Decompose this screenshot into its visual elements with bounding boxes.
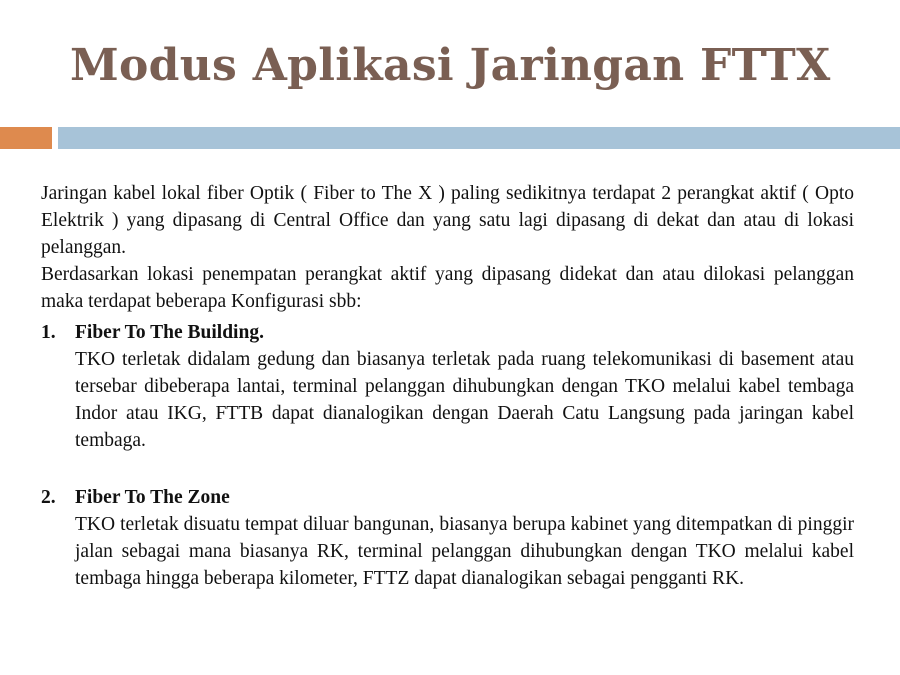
list-item-title: Fiber To The Building. bbox=[75, 322, 264, 343]
slide-content bbox=[41, 180, 854, 592]
intro-paragraph: Berdasarkan lokasi penempatan perangkat aktif yang dipasang didekat dan atau dilokasi pelanggan maka terdapat beberapa Konfigurasi sbb: bbox=[41, 264, 854, 312]
list-item-body: TKO terletak didalam gedung dan biasanya terletak pada ruang telekomunikasi di basement atau tersebar dibeberapa lantai, terminal pelanggan dihubungkan dengan TKO melalui kabel tembaga Indor atau IKG, FTTB dapat dianalogikan dengan Daerah Catu Langsung pada jaringan kabel tembaga. bbox=[75, 349, 854, 451]
accent-bar-orange bbox=[0, 127, 52, 149]
list-item-fttb bbox=[41, 319, 854, 454]
slide-title: Modus Aplikasi Jaringan FTTX bbox=[70, 40, 831, 91]
list-number: 2. bbox=[41, 487, 56, 508]
list-item-fttz bbox=[41, 484, 854, 592]
list-number: 1. bbox=[41, 322, 56, 343]
list-item-body: TKO terletak disuatu tempat diluar bangunan, biasanya berupa kabinet yang ditempatkan di pinggir jalan sebagai mana biasanya RK, terminal pelanggan dihubungkan dengan TKO melalui kabel tembaga hingga beberapa kilometer, FTTZ dapat dianalogikan sebagai pengganti RK. bbox=[75, 514, 854, 589]
list-item-title: Fiber To The Zone bbox=[75, 487, 230, 508]
accent-bar-blue bbox=[58, 127, 900, 149]
intro-paragraph: Jaringan kabel lokal fiber Optik ( Fiber to The X ) paling sedikitnya terdapat 2 perangkat aktif ( Opto Elektrik ) yang dipasang di Central Office dan yang satu lagi dipasang di dekat dan atau di lokasi pelanggan. bbox=[41, 183, 854, 258]
